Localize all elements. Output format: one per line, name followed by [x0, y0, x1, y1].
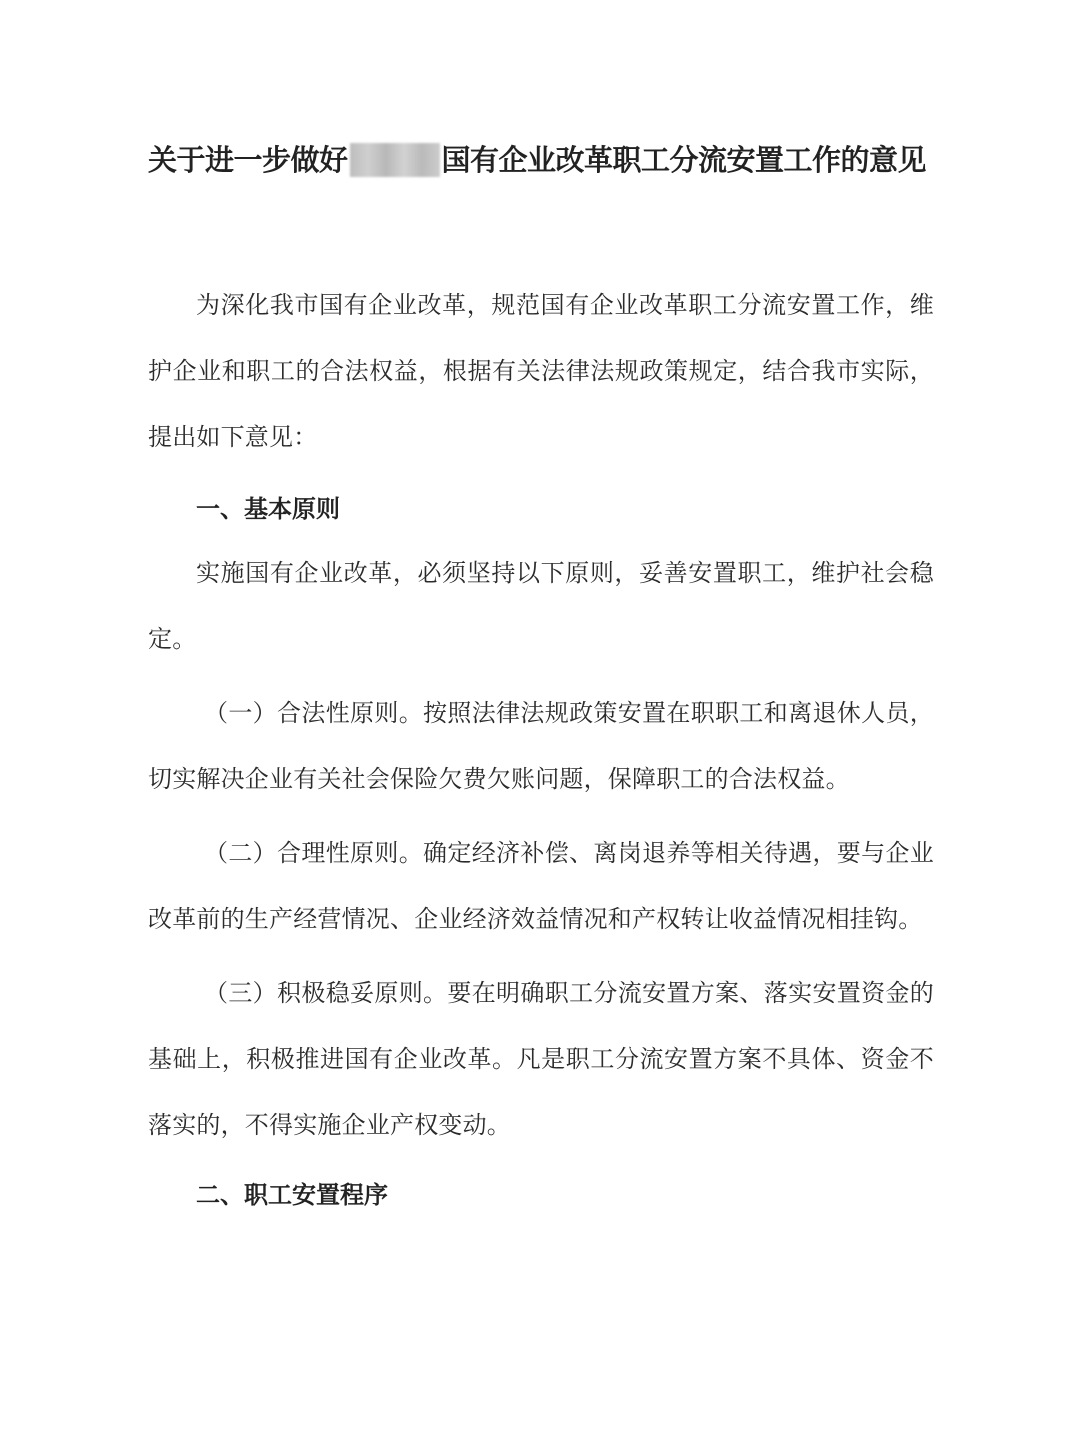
section1-intro-paragraph: 实施国有企业改革，必须坚持以下原则，妥善安置职工，维护社会稳定。 — [148, 559, 934, 653]
section-heading-basic-principles: 一、基本原则 — [196, 495, 340, 523]
title-text-before: 关于进一步做好 — [148, 143, 348, 177]
intro-paragraph: 为深化我市国有企业改革，规范国有企业改革职工分流安置工作，维护企业和职工的合法权益，根据有关法律法规政策规定，结合我市实际，提出如下意见： — [148, 291, 934, 451]
principle-prudence-paragraph: （三）积极稳妥原则。要在明确职工分流安置方案、落实安置资金的基础上，积极推进国有企业改革。凡是职工分流安置方案不具体、资金不落实的，不得实施企业产权变动。 — [148, 979, 934, 1139]
document-title — [148, 136, 948, 184]
redacted-region — [350, 143, 440, 177]
title-text-after: 国有企业改革职工分流安置工作的意见 — [441, 143, 927, 177]
principle-legality-paragraph: （一）合法性原则。按照法律法规政策安置在职职工和离退休人员，切实解决企业有关社会保险欠费欠账问题，保障职工的合法权益。 — [148, 699, 934, 793]
principle-rationality-paragraph: （二）合理性原则。确定经济补偿、离岗退养等相关待遇，要与企业改革前的生产经营情况、企业经济效益情况和产权转让收益情况相挂钩。 — [148, 839, 934, 933]
section-heading-resettlement-procedure: 二、职工安置程序 — [196, 1181, 388, 1209]
